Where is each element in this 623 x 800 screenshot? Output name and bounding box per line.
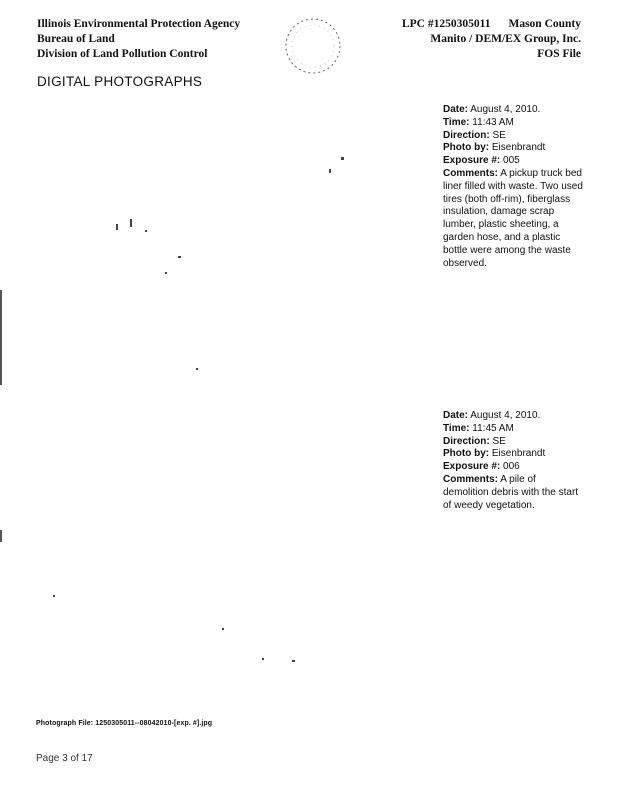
scan-edge-line [0,530,2,542]
date-label: Date: [443,410,469,421]
exposure-label: Exposure #: [443,155,501,167]
direction-label: Direction: [443,129,490,141]
county-name: Mason County [508,18,581,30]
photo-by-label: Photo by: [443,448,490,460]
time-value: 11:45 AM [472,422,514,434]
lpc-number: LPC #1250305011 [401,18,491,30]
division-name: Division of Land Pollution Control [37,48,208,60]
page-title: DIGITAL PHOTOGRAPHS [37,74,203,89]
photo-by-label: Photo by: [443,142,490,154]
scan-edge-line [0,290,2,385]
time-label: Time: [443,422,470,434]
date-value: August 4, 2010. [470,104,541,115]
agency-header [37,17,240,62]
scan-speck [165,272,167,274]
direction-value: SE [492,435,506,447]
scan-speck [292,660,295,662]
photo-by-value: Eisenbrandt [491,142,546,154]
site-header [402,17,581,62]
scan-speck [116,224,118,230]
scan-speck [222,628,224,630]
scan-speck [262,658,264,660]
scan-speck [53,595,55,597]
comments-label: Comments: [443,473,499,485]
file-type: FOS File [537,48,581,60]
scan-speck [145,230,147,232]
direction-label: Direction: [443,435,490,447]
exposure-label: Exposure #: [443,461,501,473]
site-name: Manito / DEM/EX Group, Inc. [430,33,581,45]
date-value: August 4, 2010. [470,410,541,421]
scan-speck [130,219,132,227]
comments-value: A pickup truck bed liner filled with waste. Two used tires (both off-rim), fiberglass insulation, damage scrap lumber, plastic sheeting, a garden hose, and a plastic bottle were among the waste observed. [443,167,583,269]
time-label: Time: [443,116,470,128]
bureau-name: Bureau of Land [37,33,115,45]
photograph-file-name: Photograph File: 1250305011--08042010-[exp. #].jpg [36,720,213,727]
page-number: Page 3 of 17 [36,753,93,764]
agency-name: Illinois Environmental Protection Agency [37,18,241,30]
scan-speck [329,169,331,173]
scan-speck [341,157,344,160]
exposure-value: 005 [503,155,520,167]
direction-value: SE [492,129,506,141]
photo-caption-1 [443,104,583,270]
comments-value: A pile of demolition debris with the start of weedy vegetation. [443,473,579,511]
photo-caption-2 [443,410,583,512]
date-label: Date: [443,104,469,115]
state-seal-icon [282,15,344,77]
comments-label: Comments: [443,167,499,179]
photo-by-value: Eisenbrandt [491,448,546,460]
scan-speck [178,256,181,258]
time-value: 11:43 AM [472,116,514,128]
scan-speck [196,368,198,370]
exposure-value: 006 [503,461,520,473]
